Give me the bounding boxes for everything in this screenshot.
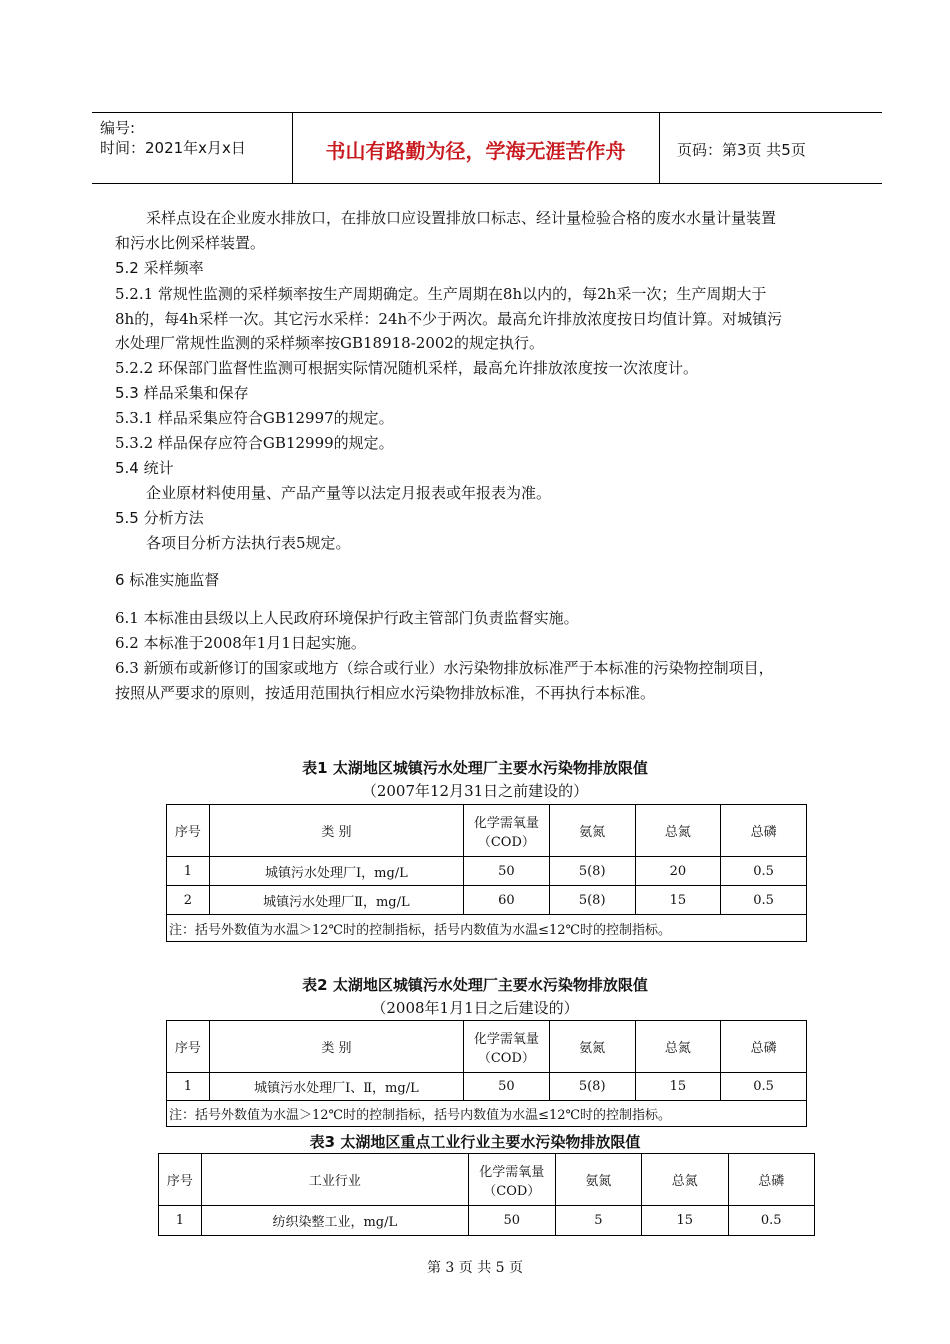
table-header-row: 序号 类 别 化学需氧量 （COD） 氨氮 总氮 总磷 xyxy=(167,1021,807,1073)
table1-title: 表1 太湖地区城镇污水处理厂主要水污染物排放限值 xyxy=(302,759,648,777)
motto: 书山有路勤为径，学海无涯苦作舟 xyxy=(325,139,626,163)
paragraph: 6.1 本标准由县级以上人民政府环境保护行政主管部门负责监督实施。 xyxy=(115,609,579,627)
paragraph: 5.2.2 环保部门监督性监测可根据实际情况随机采样，最高允许排放浓度按一次浓度计。 xyxy=(115,359,698,377)
paragraph: 6.2 本标准于2008年1月1日起实施。 xyxy=(115,634,366,652)
table-note-row: 注：括号外数值为水温＞12℃时的控制指标，括号内数值为水温≤12℃时的控制指标。 xyxy=(167,1101,807,1127)
section-heading: 5.3 样品采集和保存 xyxy=(115,384,249,402)
header-motto-cell xyxy=(292,113,660,183)
table2-title: 表2 太湖地区城镇污水处理厂主要水污染物排放限值 xyxy=(302,976,648,994)
section-heading: 6 标准实施监督 xyxy=(115,571,220,589)
paragraph: 5.3.1 样品采集应符合GB12997的规定。 xyxy=(115,409,394,427)
paragraph: 和污水比例采样装置。 xyxy=(115,234,266,252)
header-page-cell xyxy=(659,113,882,183)
table-header-row: 序号 类 别 化学需氧量 （COD） 氨氮 总氮 总磷 xyxy=(167,805,807,857)
table1 xyxy=(166,804,807,942)
time-label: 时间：2021年x月x日 xyxy=(100,139,246,157)
header-meta-cell xyxy=(92,113,293,183)
table1-subtitle: （2007年12月31日之前建设的） xyxy=(361,782,589,800)
table-row: 1 城镇污水处理厂Ⅰ、Ⅱ，mg/L 50 5(8) 15 0.5 xyxy=(167,1073,807,1101)
table-note-row: 注：括号外数值为水温＞12℃时的控制指标，括号内数值为水温≤12℃时的控制指标。 xyxy=(167,915,807,942)
paragraph: 企业原材料使用量、产品产量等以法定月报表或年报表为准。 xyxy=(146,484,552,502)
serial-label: 编号: xyxy=(100,119,136,137)
paragraph: 按照从严要求的原则，按适用范围执行相应水污染物排放标准，不再执行本标准。 xyxy=(115,684,656,702)
table3 xyxy=(158,1153,815,1236)
paragraph: 5.3.2 样品保存应符合GB12999的规定。 xyxy=(115,434,394,452)
section-heading: 5.4 统计 xyxy=(115,459,174,477)
table-row: 2 城镇污水处理厂Ⅱ，mg/L 60 5(8) 15 0.5 xyxy=(167,886,807,915)
paragraph: 采样点设在企业废水排放口，在排放口应设置排放口标志、经计量检验合格的废水水量计量装置 xyxy=(146,209,777,227)
table-row: 1 城镇污水处理厂Ⅰ，mg/L 50 5(8) 20 0.5 xyxy=(167,857,807,886)
table3-title: 表3 太湖地区重点工业行业主要水污染物排放限值 xyxy=(309,1133,641,1151)
paragraph: 水处理厂常规性监测的采样频率按GB18918-2002的规定执行。 xyxy=(115,334,544,352)
table2-subtitle: （2008年1月1日之后建设的） xyxy=(371,999,579,1017)
paragraph: 6.3 新颁布或新修订的国家或地方（综合或行业）水污染物排放标准严于本标准的污染物控制项目， xyxy=(115,659,774,677)
page-header xyxy=(92,112,882,184)
table-header-row: 序号 工业行业 化学需氧量 （COD） 氨氮 总氮 总磷 xyxy=(159,1154,815,1206)
paragraph: 各项目分析方法执行表5规定。 xyxy=(146,534,351,552)
section-heading: 5.5 分析方法 xyxy=(115,509,204,527)
table2 xyxy=(166,1020,807,1127)
page-label: 页码：第3页 共5页 xyxy=(677,141,806,159)
section-heading: 5.2 采样频率 xyxy=(115,259,204,277)
paragraph: 5.2.1 常规性监测的采样频率按生产周期确定。生产周期在8h以内的，每2h采一次；生产周期大于 xyxy=(115,285,767,303)
table-row: 1 纺织染整工业，mg/L 50 5 15 0.5 xyxy=(159,1206,815,1236)
page-footer: 第 3 页 共 5 页 xyxy=(426,1260,524,1276)
paragraph: 8h的，每4h采样一次。其它污水采样：24h不少于两次。最高允许排放浓度按日均值计算。对城镇污 xyxy=(115,310,783,328)
